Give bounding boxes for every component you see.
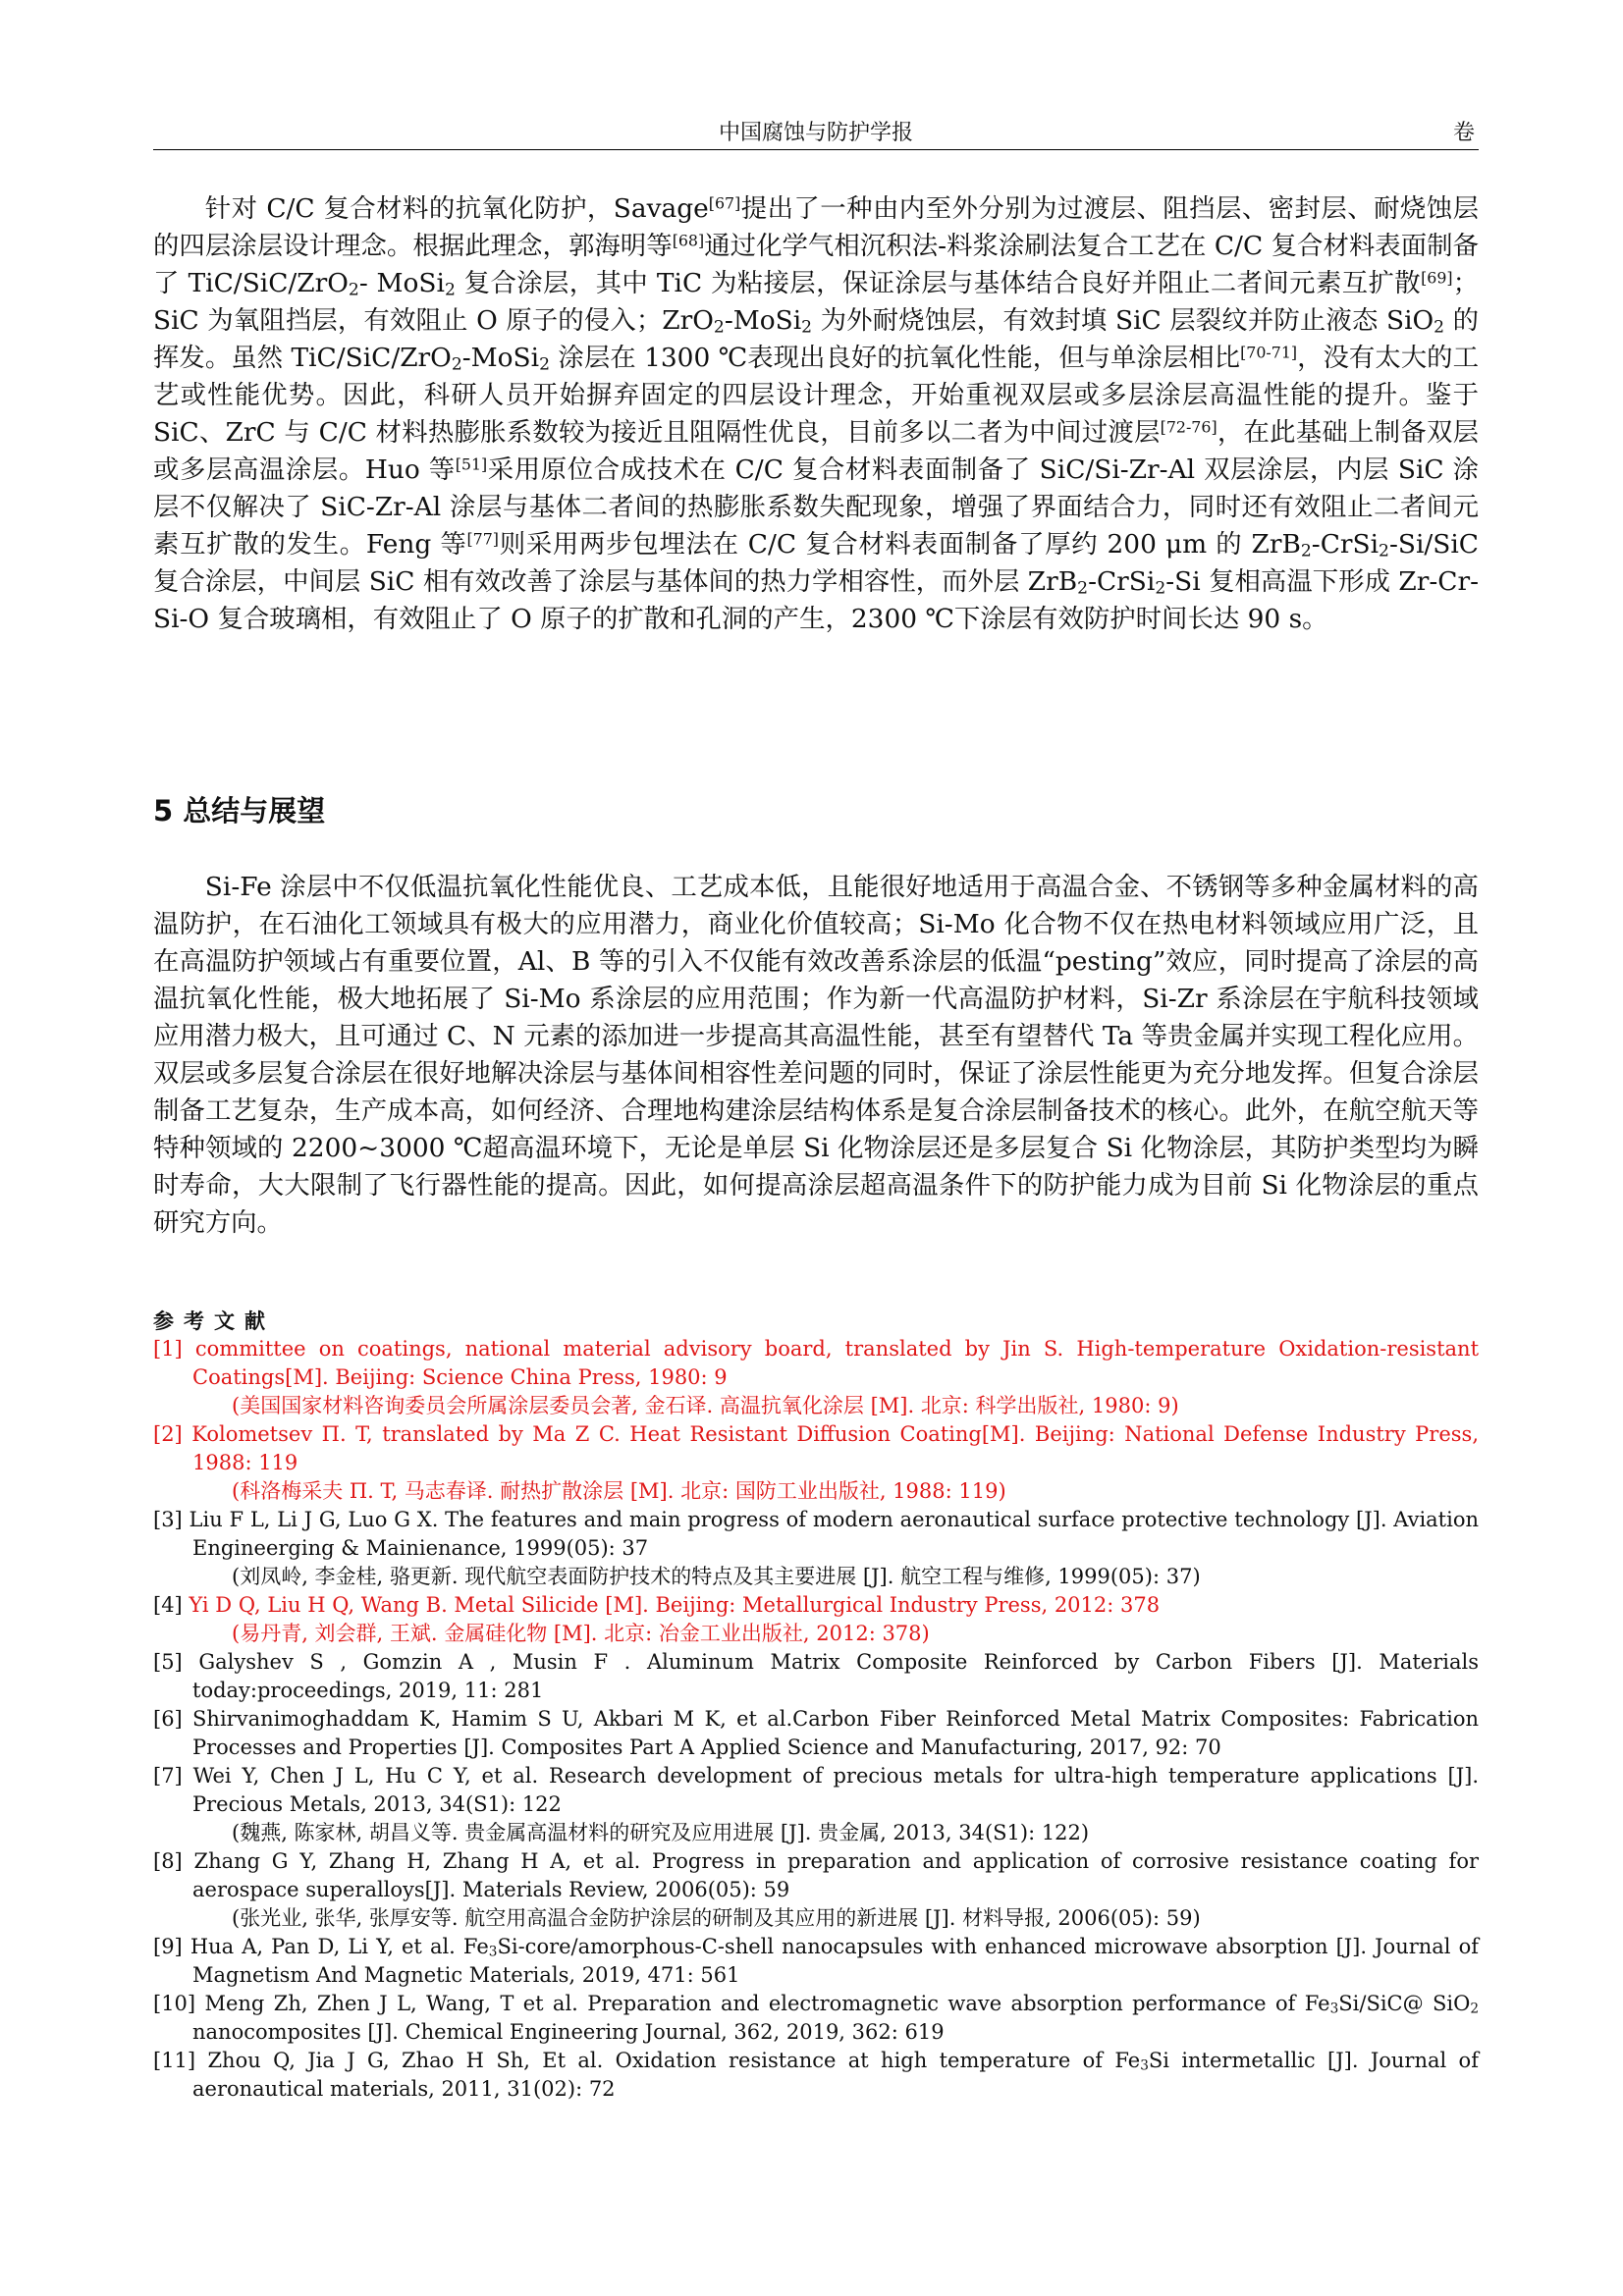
subscript: 2	[1077, 578, 1089, 599]
reference-item	[153, 1591, 1479, 1648]
subscript: 2	[1300, 541, 1312, 561]
text-run: 涂层在 1300 ℃表现出良好的抗氧化性能，但与单涂层相比	[550, 343, 1241, 373]
subscript: 2	[713, 317, 725, 338]
subscript: 2	[348, 280, 359, 300]
reference-text	[192, 1337, 1479, 1389]
text-run: Yi D Q, Liu H Q, Wang B. Metal Silicide [M]. Beijing: Metallurgical Industry Press, 2012: 378	[189, 1593, 1161, 1617]
subscript: 2	[451, 354, 462, 375]
citation-superscript: [67]	[708, 193, 741, 213]
reference-item	[153, 1506, 1479, 1591]
text-run: Si/SiC@ SiO	[1338, 1992, 1471, 2015]
text-run: - MoSi	[358, 268, 445, 298]
text-run: Wei Y, Chen J L, Hu C Y, et al. Research development of precious metals for ultra-high temperature applications [J]. Precious Metals, 2013, 34(S1): 122	[192, 1764, 1479, 1816]
reference-item	[153, 1762, 1479, 1847]
text-run: Si intermetallic [J]. Journal of aeronautical materials, 2011, 31(02): 72	[192, 2049, 1479, 2101]
reference-chinese-translation: (刘凤岭, 李金桂, 骆更新. 现代航空表面防护技术的特点及其主要进展 [J]. 航空工程与维修, 1999(05): 37)	[232, 1565, 1201, 1588]
references-title: 参考文献	[153, 1309, 275, 1333]
text-run: 为外耐烧蚀层，有效封填 SiC 层裂纹并防止液态 SiO	[812, 305, 1434, 336]
citation-superscript: [72-76]	[1160, 417, 1217, 437]
text-run: Hua A, Pan D, Li Y, et al. Fe	[189, 1935, 489, 1958]
reference-text	[192, 1764, 1479, 1816]
text-run: Zhang G Y, Zhang H, Zhang H A, et al. Progress in preparation and application of corrosive resistance coating for aerospace superalloys[J]. Materials Review, 2006(05): 59	[192, 1849, 1480, 1901]
reference-chinese-translation: (魏燕, 陈家林, 胡昌义等. 贵金属高温材料的研究及应用进展 [J]. 贵金属, 2013, 34(S1): 122)	[232, 1821, 1090, 1844]
text-run: -CrSi	[1088, 566, 1156, 597]
body-paragraph-coatings	[153, 190, 1479, 638]
citation-superscript: [68]	[672, 231, 705, 250]
text-run: -MoSi	[461, 343, 540, 373]
text-run: 复合涂层，其中 TiC 为粘接层，保证涂层与基体结合良好并阻止二者间元素互扩散	[455, 268, 1422, 298]
reference-item	[153, 1847, 1479, 1933]
reference-number: [1]	[153, 1337, 195, 1361]
subscript: 3	[1140, 2057, 1149, 2074]
text-run: -Si/SiC 复合涂层，中间层 SiC 相有效改善了涂层与基体间的热力学相容性，而外层 ZrB	[153, 529, 1479, 597]
text-run: -MoSi	[724, 305, 802, 336]
reference-text	[191, 1422, 1479, 1474]
text-run: 则采用两步包埋法在 C/C 复合材料表面制备了厚约 200 μm 的 ZrB	[498, 529, 1301, 560]
subscript: 2	[444, 280, 456, 300]
reference-chinese-translation: (张光业, 张华, 张厚安等. 航空用高温合金防护涂层的研制及其应用的新进展 [J]. 材料导报, 2006(05): 59)	[232, 1906, 1201, 1930]
running-header	[153, 110, 1479, 150]
reference-number: [11]	[153, 2049, 208, 2072]
text-run: 提出了一种由内至外分别为过渡层、阻挡层、密封层、耐烧蚀层的四层涂层设计理念。根据此理念，郭海明等	[153, 193, 1480, 261]
text-run: ；SiC 为氧阻挡层，有效阻止 O 原子的侵入；ZrO	[153, 268, 1479, 336]
reference-text	[189, 1508, 1479, 1560]
reference-chinese-translation: (易丹青, 刘会群, 王斌. 金属硅化物 [M]. 北京: 冶金工业出版社, 2012: 378)	[232, 1622, 930, 1645]
text-run: nanocomposites [J]. Chemical Engineering Journal, 362, 2019, 362: 619	[192, 2020, 945, 2044]
subscript: 2	[801, 317, 813, 338]
subscript: 2	[1470, 2001, 1479, 2017]
reference-number: [5]	[153, 1650, 199, 1674]
reference-number: [3]	[153, 1508, 189, 1531]
text-run: Zhou Q, Jia J G, Zhao H Sh, Et al. Oxidation resistance at high temperature of Fe	[207, 2049, 1141, 2072]
text-run: -Si 复相高温下形成 Zr-Cr-Si-O 复合玻璃相，有效阻止了 O 原子的扩散和孔洞的产生，2300 ℃下涂层有效防护时间长达 90 s。	[153, 566, 1479, 634]
reference-chinese-translation: (科洛梅采夫 Π. T, 马志春译. 耐热扩散涂层 [M]. 北京: 国防工业出版社, 1988: 119)	[232, 1479, 1006, 1503]
text-run: ，没有太大的工艺或性能优势。因此，科研人员开始摒弃固定的四层设计理念，开始重视双层或多层涂层高温性能的提升。鉴于 SiC、ZrC 与 C/C 材料热膨胀系数较为接近且阻隔性优良，目前多以二者为中间过渡层	[153, 343, 1479, 448]
reference-number: [4]	[153, 1593, 189, 1617]
reference-item	[153, 1933, 1479, 1990]
reference-chinese-translation: (美国国家材料咨询委员会所属涂层委员会著, 金石译. 高温抗氧化涂层 [M]. 北京: 科学出版社, 1980: 9)	[232, 1394, 1179, 1417]
subscript: 2	[539, 354, 551, 375]
reference-number: [8]	[153, 1849, 194, 1873]
text-run: 针对 C/C 复合材料的抗氧化防护，Savage	[204, 193, 709, 224]
citation-superscript: [77]	[466, 529, 499, 549]
text-run: Liu F L, Li J G, Luo G X. The features and main progress of modern aeronautical surface protective technology [J]. Aviation Engineerging & Mainienance, 1999(05): 37	[189, 1508, 1480, 1560]
reference-text	[192, 1849, 1479, 1901]
journal-title: 中国腐蚀与防护学报	[718, 121, 913, 145]
citation-superscript: [51]	[455, 454, 488, 474]
section-heading: 5 总结与展望	[153, 794, 326, 828]
citation-superscript: [69]	[1421, 268, 1453, 288]
subscript: 3	[1329, 2001, 1339, 2017]
reference-number: [10]	[153, 1992, 205, 2015]
subscript: 2	[1434, 317, 1445, 338]
reference-text	[192, 2049, 1479, 2101]
citation-superscript: [70-71]	[1240, 343, 1298, 362]
volume-label: 卷	[1452, 121, 1475, 145]
reference-text	[192, 1707, 1479, 1759]
text-run: Shirvanimoghaddam K, Hamim S U, Akbari M K, et al.Carbon Fiber Reinforced Metal Matrix Composites: Fabrication Processes and Properties [J]. Composites Part A Applied Science and Manufacturing, 2017, 92: 70	[192, 1707, 1479, 1759]
reference-item	[153, 1705, 1479, 1762]
text-run: 采用原位合成技术在 C/C 复合材料表面制备了 SiC/Si-Zr-Al 双层涂层，内层 SiC 涂层不仅解决了 SiC-Zr-Al 涂层与基体二者间的热膨胀系数失配现象，增强了界面结合力，同时还有效阻止二者间元素互扩散的发生。Feng 等	[153, 454, 1479, 560]
reference-item	[153, 2047, 1479, 2104]
text-run: Kolometsev Π. T, translated by Ma Z C. Heat Resistant Diffusion Coating[M]. Beijing: National Defense Industry Press, 1988: 119	[191, 1422, 1479, 1474]
subscript: 2	[1155, 578, 1166, 599]
reference-text	[189, 1593, 1160, 1617]
text-run: committee on coatings, national material advisory board, translated by Jin S. High-temperature Oxidation-resistant Coatings[M]. Beijing: Science China Press, 1980: 9	[192, 1337, 1480, 1389]
reference-item	[153, 1420, 1479, 1506]
subscript: 3	[488, 1944, 498, 1960]
reference-item	[153, 1335, 1479, 1420]
text-run: 通过化学气相沉积法-料浆涂刷法复合工艺在 C/C 复合材料表面制备了 TiC/SiC/ZrO	[153, 231, 1479, 298]
body-paragraph-conclusion: Si-Fe 涂层中不仅低温抗氧化性能优良、工艺成本低，且能很好地适用于高温合金、不锈钢等多种金属材料的高温防护，在石油化工领域具有极大的应用潜力，商业化价值较高；Si-Mo 化合物不仅在热电材料领域应用广泛，且在高温防护领域占有重要位置，Al、B 等的引入不仅能有效改善系涂层的低温“pesting”效应，同时提高了涂层的高温抗氧化性能，极大地拓展了 Si-Mo 系涂层的应用范围；作为新一代高温防护材料，Si-Zr 系涂层在宇航科技领域应用潜力极大，且可通过 C、N 元素的添加进一步提高其高温性能，甚至有望替代 Ta 等贵金属并实现工程化应用。双层或多层复合涂层在很好地解决涂层与基体间相容性差问题的同时，保证了涂层性能更为充分地发挥。但复合涂层制备工艺复杂，生产成本高，如何经济、合理地构建涂层结构体系是复合涂层制备技术的核心。此外，在航空航天等特种领域的 2200~3000 ℃超高温环境下，无论是单层 Si 化物涂层还是多层复合 Si 化物涂层，其防护类型均为瞬时寿命，大大限制了飞行器性能的提高。因此，如何提高涂层超高温条件下的防护能力成为目前 Si 化物涂层的重点研究方向。	[153, 872, 1479, 1238]
reference-text	[192, 1650, 1479, 1702]
text-run: Meng Zh, Zhen J L, Wang, T et al. Preparation and electromagnetic wave absorption performance of Fe	[204, 1992, 1330, 2015]
reference-text	[190, 1935, 1479, 1987]
reference-number: [9]	[153, 1935, 190, 1958]
text-run: -CrSi	[1311, 529, 1380, 560]
reference-item	[153, 1648, 1479, 1705]
reference-text	[192, 1992, 1479, 2044]
text-run: Si-core/amorphous-C-shell nanocapsules with enhanced microwave absorption [J]. Journal of Magnetism And Magnetic Materials, 2019, 471: 561	[192, 1935, 1480, 1987]
reference-number: [7]	[153, 1764, 193, 1788]
text-run: 的挥发。虽然 TiC/SiC/ZrO	[153, 305, 1480, 373]
text-run: ，在此基础上制备双层或多层高温涂层。Huo 等	[153, 417, 1479, 485]
text-run: Galyshev S , Gomzin A , Musin F . Aluminum Matrix Composite Reinforced by Carbon Fibers [J]. Materials today:proceedings, 2019, 11: 281	[192, 1650, 1479, 1702]
reference-item	[153, 1990, 1479, 2047]
reference-number: [2]	[153, 1422, 192, 1446]
reference-number: [6]	[153, 1707, 193, 1731]
subscript: 2	[1379, 541, 1389, 561]
reference-list	[153, 1335, 1479, 2104]
